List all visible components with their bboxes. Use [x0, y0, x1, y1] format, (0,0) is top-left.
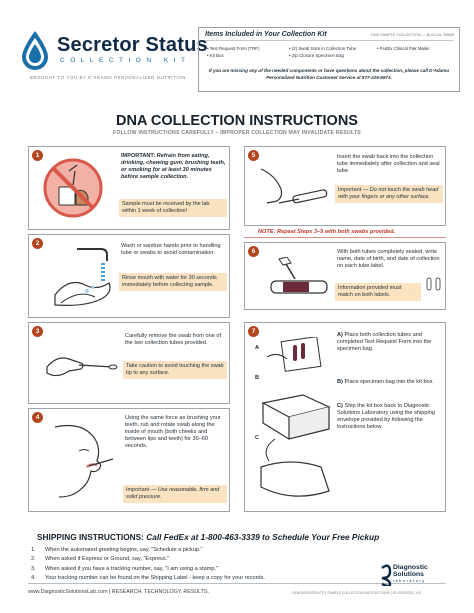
figure-c-label: C — [255, 435, 260, 441]
list-item — [31, 574, 265, 583]
shipping-call: Call FedEx at 1-800-463-3339 to Schedule Your Free Pickup — [146, 532, 380, 542]
figure-a-label: A — [255, 345, 260, 351]
list-text: When asked if you have a tracking number, say, "I am using a stamp." — [45, 565, 219, 572]
divider — [205, 40, 453, 41]
lab-subtitle: laboratory — [393, 578, 426, 583]
figure-b-label: B — [255, 375, 260, 381]
step-5-panel — [244, 146, 446, 226]
step-label: B) — [337, 379, 343, 385]
page-subtitle: FOLLOW INSTRUCTIONS CAREFULLY – IMPROPER COLLECTION MAY INVALIDATE RESULTS — [113, 130, 361, 136]
kit-title: Items Included in Your Collection Kit — [205, 31, 327, 38]
kit-item: • Kit Box — [207, 52, 259, 59]
step-number: 6 — [248, 246, 259, 257]
list-text: Your tracking number can be found on the Shipping Label - keep a copy for your records. — [45, 574, 265, 581]
hand-washing-icon — [47, 243, 117, 313]
note-body: Use reasonable, firm and solid pressure. — [126, 487, 220, 500]
step-number: 5 — [248, 150, 259, 161]
packaging-illustration — [253, 337, 337, 507]
swab-removal-icon — [43, 337, 119, 395]
important-label: IMPORTANT: — [121, 153, 156, 159]
step-7b-text — [337, 379, 443, 386]
lab-logo — [380, 562, 450, 588]
shipping-steps-list — [31, 546, 265, 583]
step-7c-text — [337, 403, 443, 431]
step-2-text: Wash or sanitize hands prior to handling tube or swabs to avoid contamination. — [121, 243, 221, 256]
step-body: Place specimen bag into the kit box. — [344, 379, 435, 385]
kit-items-col1 — [207, 45, 259, 59]
kit-code: DNA SAMPLE COLLECTION — BUCCAL SWAB — [371, 33, 454, 37]
step-3-panel — [28, 322, 230, 404]
kit-contents-box — [198, 27, 460, 92]
no-food-icon — [43, 157, 103, 219]
step-body: Place both collection tubes and completed Test Request Form into the specimen bag. — [337, 332, 432, 352]
list-item — [31, 555, 265, 564]
step-number: 1 — [32, 150, 43, 161]
kit-item: • (2) Swab Stick in Collection Tube — [289, 45, 356, 52]
step-6-panel — [244, 242, 446, 310]
step-label: C) — [337, 403, 343, 409]
step-3-text: Carefully remove the swab from one of the two collection tubes provided. — [125, 333, 222, 346]
cheek-swab-icon — [45, 421, 115, 501]
lab-logo-icon — [380, 564, 392, 586]
brand-logo — [20, 30, 208, 90]
list-item — [31, 565, 265, 574]
tube-label-icon — [261, 257, 333, 307]
kit-item: • Zip Closure Specimen Bag — [289, 52, 356, 59]
step-7a-text — [337, 332, 443, 353]
list-number: 1. — [31, 547, 36, 553]
divider — [244, 237, 446, 238]
note-prefix: Important — — [126, 487, 158, 493]
brand-subtitle: COLLECTION KIT — [60, 57, 191, 64]
step-2-note: Rinse mouth with water for 30 seconds immediately before collecting sample. — [119, 273, 227, 291]
note-body: Do not touch the swab head with your fingers or any other surface. — [338, 187, 439, 200]
step-5-note — [335, 185, 443, 203]
step-5-text: Insert the swab back into the collection tube immediately after collection and seal tube. — [337, 154, 440, 174]
list-number: 3. — [31, 565, 36, 572]
lab-name-line1: Diagnostic — [393, 564, 428, 571]
kit-items-col3 — [377, 45, 430, 52]
footer-doc-code: GENOMICINSIGHT® | SAMPLE COLLECTION INSTRUCTIONS | R1-05262020 | US — [292, 591, 421, 595]
list-text: When the automated greeting begins, say, "Schedule a pickup." — [45, 547, 203, 553]
swab-insert-icon — [259, 159, 331, 217]
list-text: When asked if Express or Ground, say, "Express." — [45, 556, 170, 563]
kit-items-col2 — [289, 45, 356, 59]
step-7-panel — [244, 322, 446, 512]
step-3-note: Take caution to avoid touching the swab tip to any surface. — [123, 361, 227, 379]
step-6-text: With both tubes completely sealed, write name, date of birth, and date of collection on each tube label. — [337, 249, 440, 269]
step-number: 2 — [32, 238, 43, 249]
step-6-note: Information provided must match on both labels. — [335, 283, 421, 301]
lab-name — [393, 564, 428, 578]
step-1-panel — [28, 146, 230, 230]
brand-title: Secretor Status — [57, 34, 208, 56]
note-prefix: Important — — [338, 187, 370, 193]
footer-website[interactable]: www.DiagnosticSolutionsLab.com | RESEARCH. TECHNOLOGY. RESULTS. — [28, 589, 209, 595]
step-2-panel — [28, 234, 230, 318]
brand-tagline: BROUGHT TO YOU BY D'ADAMO PERSONALIZED NUTRITION — [30, 75, 186, 80]
step-number: 4 — [32, 412, 43, 423]
list-number: 2. — [31, 556, 36, 563]
kit-item: • FedEx Clinical Pak Mailer — [377, 45, 430, 52]
step-4-note — [123, 485, 227, 503]
step-number: 7 — [248, 326, 259, 337]
step-body: Ship the kit box back to Diagnostic Solutions Laboratory using the shipping envelope provided by following the instructions below. — [337, 403, 435, 430]
kit-note: If you are missing any of the needed components or have questions about the collection, please call D'Adamo Personalized Nutrition Customer Service at 877-226-8973. — [208, 68, 450, 80]
step-4-panel — [28, 408, 230, 512]
kit-item: • Test Request Form (TRF) — [207, 45, 259, 52]
step-4-text: Using the same force as brushing your teeth, rub and rotate swab along the inside of mouth (both cheeks and between lips and teeth) for 30–60 seconds. — [125, 415, 221, 449]
repeat-note: NOTE: Repeat Steps 3–5 with both swabs provided. — [258, 229, 396, 235]
shipping-title — [37, 532, 379, 542]
list-item — [31, 546, 265, 555]
page-title: DNA COLLECTION INSTRUCTIONS — [116, 113, 358, 129]
list-number: 4. — [31, 574, 36, 581]
step-1-body: Refrain from eating, drinking, chewing gum, brushing teeth, or smoking for at least 30 minutes before sample collection. — [121, 153, 226, 180]
water-drop-icon — [20, 30, 50, 72]
step-label: A) — [337, 332, 343, 338]
lab-name-line2: Solutions — [393, 571, 424, 578]
shipping-label: SHIPPING INSTRUCTIONS: — [37, 532, 144, 542]
step-1-note: Sample must be received by the lab within 1 week of collection! — [119, 199, 227, 217]
tubes-icon — [424, 277, 444, 291]
step-1-text — [121, 153, 227, 181]
step-number: 3 — [32, 326, 43, 337]
